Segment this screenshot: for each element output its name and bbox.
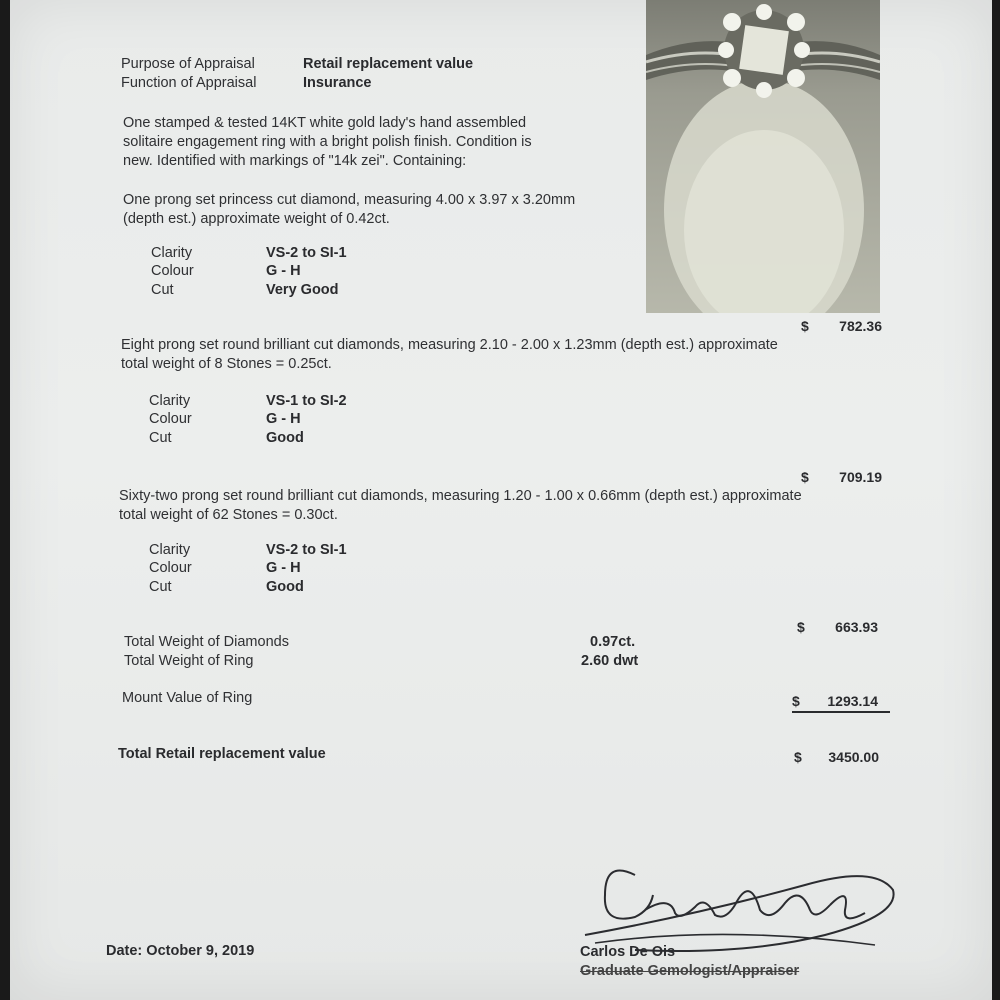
mount-value-underline bbox=[792, 711, 890, 713]
accent-clarity-label: Clarity bbox=[149, 542, 191, 558]
accent-clarity-value: VS-2 to SI-1 bbox=[266, 542, 347, 558]
total-diamond-weight-value: 0.97ct. bbox=[590, 634, 636, 650]
appraisal-date: Date: October 9, 2019 bbox=[106, 943, 255, 959]
appraisal-document bbox=[10, 0, 992, 1000]
center-clarity-value: VS-2 to SI-1 bbox=[266, 245, 347, 261]
side-colour-value: G - H bbox=[266, 411, 301, 427]
center-stone-currency: $ bbox=[801, 318, 809, 334]
ring-description-line-3: new. Identified with markings of "14k zei". Containing: bbox=[123, 153, 467, 169]
total-ring-weight-value: 2.60 dwt bbox=[581, 653, 639, 669]
accent-stones-description-line-1: Sixty-two prong set round brilliant cut diamonds, measuring 1.20 - 1.00 x 0.66mm (depth est.) approximate bbox=[119, 488, 802, 504]
center-stone-description-line-1: One prong set princess cut diamond, measuring 4.00 x 3.97 x 3.20mm bbox=[123, 192, 576, 208]
accent-colour-value: G - H bbox=[266, 560, 301, 576]
side-stones-description-line-1: Eight prong set round brilliant cut diamonds, measuring 2.10 - 2.00 x 1.23mm (depth est.) approximate bbox=[121, 337, 778, 353]
total-diamond-weight-label: Total Weight of Diamonds bbox=[124, 634, 289, 650]
ring-description-line-1: One stamped & tested 14KT white gold lady's hand assembled bbox=[123, 115, 527, 131]
center-stone-description-line-2: (depth est.) approximate weight of 0.42ct. bbox=[123, 211, 390, 227]
mount-value-currency: $ bbox=[792, 693, 800, 709]
purpose-label: Purpose of Appraisal bbox=[121, 56, 255, 72]
center-stone-value: 782.36 bbox=[839, 318, 882, 334]
center-cut-value: Very Good bbox=[266, 282, 339, 298]
side-cut-label: Cut bbox=[149, 430, 172, 446]
total-retail-currency: $ bbox=[794, 749, 802, 765]
ring-description-line-2: solitaire engagement ring with a bright polish finish. Condition is bbox=[123, 134, 532, 150]
center-clarity-label: Clarity bbox=[151, 245, 193, 261]
total-retail-label: Total Retail replacement value bbox=[118, 746, 326, 762]
side-cut-value: Good bbox=[266, 430, 304, 446]
accent-cut-label: Cut bbox=[149, 579, 172, 595]
side-stones-value: 709.19 bbox=[839, 469, 882, 485]
center-colour-value: G - H bbox=[266, 263, 301, 279]
total-retail-value: 3450.00 bbox=[828, 749, 879, 765]
side-colour-label: Colour bbox=[149, 411, 192, 427]
side-stones-currency: $ bbox=[801, 469, 809, 485]
accent-stones-description-line-2: total weight of 62 Stones = 0.30ct. bbox=[119, 507, 338, 523]
signer-title: Graduate Gemologist/Appraiser bbox=[580, 963, 800, 979]
purpose-value: Retail replacement value bbox=[303, 56, 474, 72]
mount-value: 1293.14 bbox=[827, 693, 878, 709]
ring-photo-art bbox=[646, 0, 880, 313]
function-label: Function of Appraisal bbox=[121, 75, 257, 91]
accent-colour-label: Colour bbox=[149, 560, 192, 576]
side-clarity-label: Clarity bbox=[149, 393, 191, 409]
mount-value-label: Mount Value of Ring bbox=[122, 690, 253, 706]
accent-stones-value: 663.93 bbox=[835, 619, 878, 635]
ring-photo bbox=[646, 0, 880, 313]
side-stones-description-line-2: total weight of 8 Stones = 0.25ct. bbox=[121, 356, 332, 372]
signer-name: Carlos De Ois bbox=[580, 944, 676, 960]
center-cut-label: Cut bbox=[151, 282, 174, 298]
center-colour-label: Colour bbox=[151, 263, 194, 279]
accent-cut-value: Good bbox=[266, 579, 304, 595]
total-ring-weight-label: Total Weight of Ring bbox=[124, 653, 254, 669]
function-value: Insurance bbox=[303, 75, 372, 91]
side-clarity-value: VS-1 to SI-2 bbox=[266, 393, 347, 409]
accent-stones-currency: $ bbox=[797, 619, 805, 635]
